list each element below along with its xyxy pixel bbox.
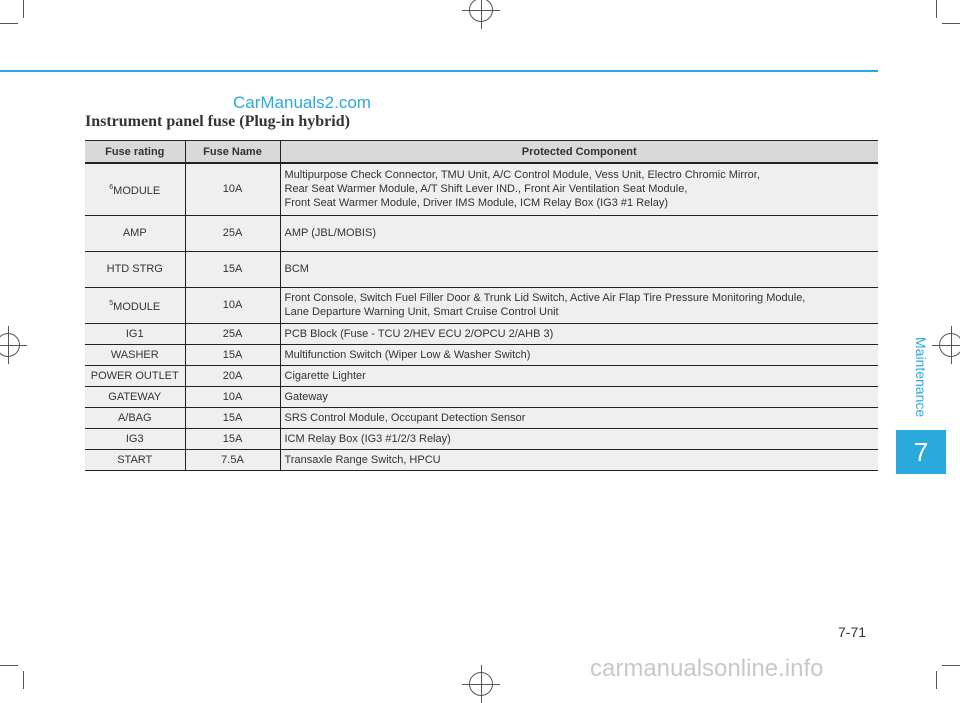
- watermark-link[interactable]: CarManuals2.com: [233, 93, 371, 112]
- cell-protected-component: Transaxle Range Switch, HPCU: [280, 449, 878, 470]
- cell-fuse-rating: [85, 407, 185, 428]
- crop-mark: [942, 23, 960, 24]
- side-label-text: Maintenance: [913, 337, 929, 418]
- rating-text: POWER OUTLET: [90, 369, 179, 382]
- rating-text: MODULE: [113, 300, 161, 313]
- cell-protected-component: SRS Control Module, Occupant Detection Sensor: [280, 407, 878, 428]
- section-heading: Instrument panel fuse (Plug-in hybrid): [85, 113, 350, 130]
- footer-watermark: carmanualsonline.info: [590, 655, 824, 682]
- registration-mark-icon: [469, 672, 493, 696]
- cell-fuse-rating: [85, 215, 185, 251]
- rating-text: WASHER: [110, 348, 159, 361]
- header-protected-component: Protected Component: [280, 141, 878, 164]
- cell-fuse-rating: [85, 287, 185, 323]
- table-row: [85, 428, 878, 449]
- cell-fuse-name: 20A: [185, 365, 280, 386]
- cell-protected-component: Multifunction Switch (Wiper Low & Washer Switch): [280, 344, 878, 365]
- rating-superscript: 6: [109, 183, 114, 191]
- rating-text: A/BAG: [117, 411, 152, 424]
- cell-fuse-name: 15A: [185, 344, 280, 365]
- registration-mark-icon: [469, 0, 493, 22]
- crop-mark: [936, 0, 937, 18]
- crop-mark: [23, 0, 24, 18]
- cell-fuse-name: 25A: [185, 215, 280, 251]
- header-rule: [0, 70, 878, 72]
- cell-protected-component: Front Console, Switch Fuel Filler Door & Trunk Lid Switch, Active Air Flap Tire Pressure Monitoring Module, Lane Departure Warning Unit, Smart Cruise Control Unit: [280, 287, 878, 323]
- rating-text: MODULE: [113, 184, 161, 197]
- rating-text: HTD STRG: [106, 263, 163, 275]
- table-row: [85, 449, 878, 470]
- rating-text: GATEWAY: [108, 390, 162, 403]
- cell-fuse-rating: [85, 323, 185, 344]
- rating-text: IG3: [125, 432, 144, 445]
- rating-superscript: 5: [109, 299, 114, 307]
- table-row: [85, 287, 878, 323]
- chapter-tab: 7: [896, 430, 946, 474]
- cell-fuse-name: 7.5A: [185, 449, 280, 470]
- cell-protected-component: ICM Relay Box (IG3 #1/2/3 Relay): [280, 428, 878, 449]
- table-row: [85, 323, 878, 344]
- header-fuse-name: Fuse Name: [185, 141, 280, 164]
- rating-text: START: [117, 453, 153, 466]
- crop-mark: [23, 671, 24, 689]
- rating-text: AMP: [122, 227, 147, 239]
- page-number: 7-71: [838, 624, 867, 640]
- table-row: [85, 215, 878, 251]
- cell-fuse-name: 10A: [185, 163, 280, 215]
- table-row: [85, 251, 878, 287]
- cell-fuse-name: 10A: [185, 287, 280, 323]
- table-row: [85, 344, 878, 365]
- cell-protected-component: Gateway: [280, 386, 878, 407]
- cell-protected-component: BCM: [280, 251, 878, 287]
- cell-fuse-rating: [85, 163, 185, 215]
- table-row: [85, 386, 878, 407]
- table-row: [85, 365, 878, 386]
- crop-mark: [936, 671, 937, 689]
- cell-protected-component: Multipurpose Check Connector, TMU Unit, A/C Control Module, Vess Unit, Electro Chromic Mirror, Rear Seat Warmer Module, A/T Shift Lever IND., Front Air Ventilation Seat Module, Front Seat Warmer Module, Driver IMS Module, ICM Relay Box (IG3 #1 Relay): [280, 163, 878, 215]
- crop-mark: [0, 23, 18, 24]
- table-row: [85, 163, 878, 215]
- crop-mark: [0, 665, 18, 666]
- cell-fuse-name: 10A: [185, 386, 280, 407]
- cell-fuse-rating: [85, 386, 185, 407]
- crop-mark: [942, 665, 960, 666]
- cell-protected-component: Cigarette Lighter: [280, 365, 878, 386]
- cell-fuse-rating: [85, 251, 185, 287]
- cell-fuse-rating: [85, 449, 185, 470]
- cell-fuse-rating: [85, 344, 185, 365]
- cell-protected-component: PCB Block (Fuse - TCU 2/HEV ECU 2/OPCU 2/AHB 3): [280, 323, 878, 344]
- cell-protected-component: AMP (JBL/MOBIS): [280, 215, 878, 251]
- table-header-row: [85, 141, 878, 164]
- cell-fuse-name: 15A: [185, 428, 280, 449]
- fuse-table: [85, 140, 878, 471]
- section-side-label: [896, 330, 946, 425]
- registration-mark-icon: [0, 333, 20, 357]
- cell-fuse-rating: [85, 428, 185, 449]
- cell-fuse-rating: [85, 365, 185, 386]
- table-row: [85, 407, 878, 428]
- rating-text: IG1: [125, 327, 144, 340]
- cell-fuse-name: 15A: [185, 407, 280, 428]
- cell-fuse-name: 15A: [185, 251, 280, 287]
- header-fuse-rating: Fuse rating: [85, 141, 185, 164]
- cell-fuse-name: 25A: [185, 323, 280, 344]
